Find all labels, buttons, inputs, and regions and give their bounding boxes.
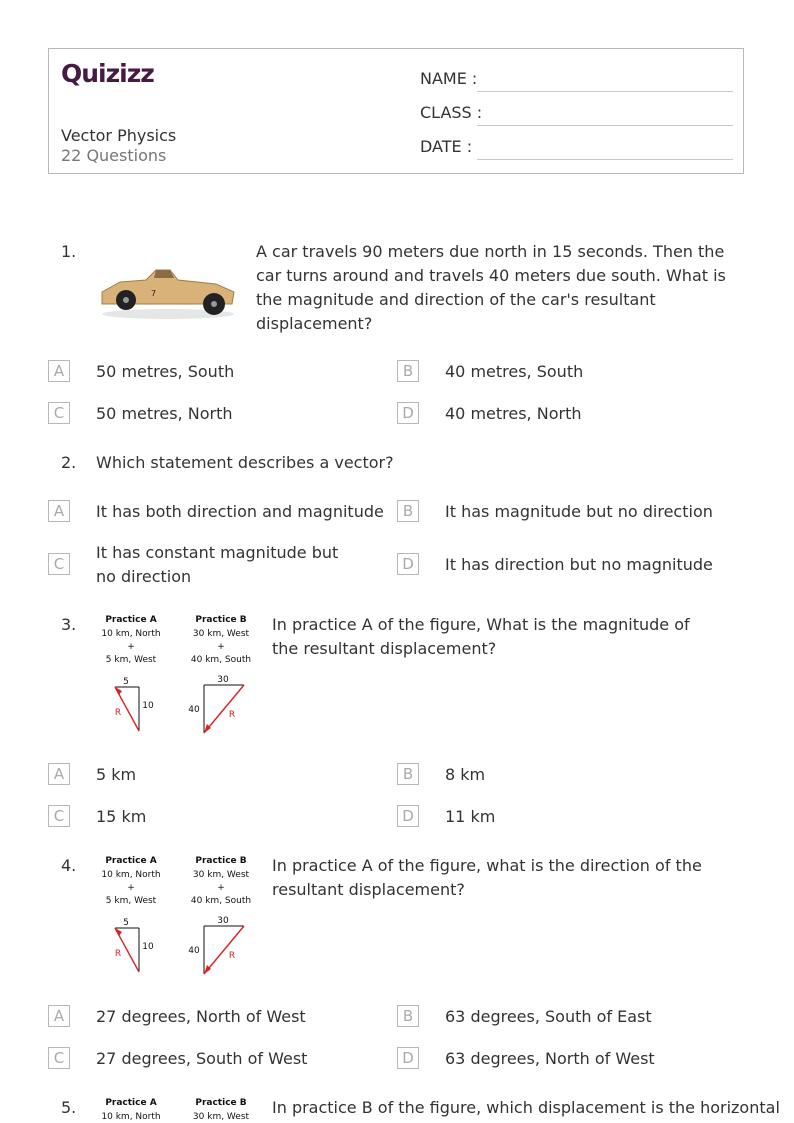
practice-b-line1: 30 km, West [192, 629, 250, 639]
practice-b-resultant-label: R [228, 710, 236, 720]
practice-a-side-value: 10 [142, 701, 154, 711]
option-text[interactable]: It has direction but no magnitude [445, 555, 713, 574]
option-box[interactable]: B [397, 500, 419, 522]
question-count: 22 Questions [61, 146, 167, 165]
practice-b-line1: 30 km, West [192, 870, 250, 880]
option-text[interactable]: It has constant magnitude but no direction [96, 543, 339, 586]
practice-b-side-value: 40 [188, 705, 200, 715]
option-text[interactable]: 63 degrees, South of East [445, 1007, 652, 1026]
practice-b-plus: + [217, 883, 225, 893]
practice-a-label: Practice A [105, 856, 157, 866]
option-text[interactable]: 63 degrees, North of West [445, 1049, 655, 1068]
option-box[interactable]: B [397, 360, 419, 382]
class-field[interactable] [420, 103, 482, 122]
worksheet-header [48, 48, 744, 174]
class-label: CLASS : [420, 103, 483, 122]
option-text[interactable]: 27 degrees, North of West [96, 1007, 306, 1026]
practice-a-line1: 10 km, North [101, 629, 161, 639]
race-car-image [98, 262, 238, 324]
date-field[interactable] [420, 137, 472, 156]
name-label: NAME : [420, 69, 478, 88]
practice-b-label: Practice B [195, 856, 247, 866]
practice-b-line2: 40 km, South [190, 655, 252, 665]
option-box[interactable]: D [397, 1047, 419, 1069]
option-text[interactable]: 8 km [445, 765, 486, 784]
practice-a-side-value: 10 [142, 942, 154, 952]
date-line [477, 159, 733, 160]
option-box[interactable]: C [48, 553, 70, 575]
practice-a-line2: 5 km, West [105, 896, 157, 906]
question-number: 4. [61, 856, 77, 875]
practice-a-line2: 5 km, West [105, 655, 157, 665]
name-line [477, 91, 733, 92]
practice-b-label: Practice B [195, 1098, 247, 1108]
option-box[interactable]: A [48, 1005, 70, 1027]
question-text: In practice A of the figure, What is the magnitude of the resultant displacement? [272, 615, 690, 658]
option-box[interactable]: D [397, 553, 419, 575]
question-number: 1. [61, 242, 77, 261]
practice-b-resultant-label: R [228, 951, 236, 961]
practice-b-top-value: 30 [217, 675, 229, 685]
practice-a-label: Practice A [105, 1098, 157, 1108]
practice-a-top-value: 5 [123, 677, 129, 687]
practice-a-line1: 10 km, North [101, 870, 161, 880]
practice-a-top-value: 5 [123, 918, 129, 928]
vector-practice-figure [96, 611, 260, 739]
practice-a-plus: + [127, 642, 135, 652]
option-text[interactable]: 40 metres, North [445, 404, 582, 423]
question-text: In practice A of the figure, what is the direction of the resultant displacement? [272, 856, 702, 899]
question-text: A car travels 90 meters due north in 15 seconds. Then the car turns around and travels 40 meters due south. What is the magnitude and direction of the car's resultant displacement? [256, 242, 726, 333]
question-text: Which statement describes a vector? [96, 453, 394, 472]
option-text[interactable]: 15 km [96, 807, 147, 826]
option-box[interactable]: C [48, 1047, 70, 1069]
option-text[interactable]: 50 metres, North [96, 404, 233, 423]
option-text[interactable]: 50 metres, South [96, 362, 235, 381]
practice-a-resultant-label: R [114, 708, 122, 718]
option-box[interactable]: C [48, 402, 70, 424]
option-text[interactable]: 40 metres, South [445, 362, 584, 381]
name-field[interactable] [420, 69, 477, 88]
practice-a-line1: 10 km, North [101, 1112, 161, 1122]
question-text: In practice B of the figure, which displacement is the horizontal [272, 1098, 780, 1117]
option-box[interactable]: B [397, 763, 419, 785]
practice-a-resultant-label: R [114, 949, 122, 959]
question-number: 2. [61, 453, 77, 472]
vector-practice-figure [96, 852, 260, 980]
option-text[interactable]: It has both direction and magnitude [96, 502, 384, 521]
option-box[interactable]: A [48, 500, 70, 522]
worksheet-title: Vector Physics [61, 126, 177, 145]
option-box[interactable]: A [48, 360, 70, 382]
practice-b-line1: 30 km, West [192, 1112, 250, 1122]
question-number: 5. [61, 1098, 77, 1117]
option-box[interactable]: D [397, 402, 419, 424]
option-box[interactable]: D [397, 805, 419, 827]
practice-a-label: Practice A [105, 615, 157, 625]
class-line [477, 125, 733, 126]
question-number: 3. [61, 615, 77, 634]
option-box[interactable]: B [397, 1005, 419, 1027]
option-box[interactable]: A [48, 763, 70, 785]
option-text[interactable]: 27 degrees, South of West [96, 1049, 308, 1068]
practice-b-side-value: 40 [188, 946, 200, 956]
vector-practice-figure [96, 1094, 260, 1123]
quizizz-logo: Quizizz [61, 59, 154, 88]
option-text[interactable]: 5 km [96, 765, 137, 784]
practice-a-plus: + [127, 883, 135, 893]
practice-b-plus: + [217, 642, 225, 652]
practice-b-line2: 40 km, South [190, 896, 252, 906]
date-label: DATE : [420, 137, 473, 156]
option-text[interactable]: It has magnitude but no direction [445, 502, 713, 521]
option-box[interactable]: C [48, 805, 70, 827]
practice-b-top-value: 30 [217, 916, 229, 926]
practice-b-label: Practice B [195, 615, 247, 625]
car-number-label: 7 [151, 289, 157, 298]
option-text[interactable]: 11 km [445, 807, 496, 826]
